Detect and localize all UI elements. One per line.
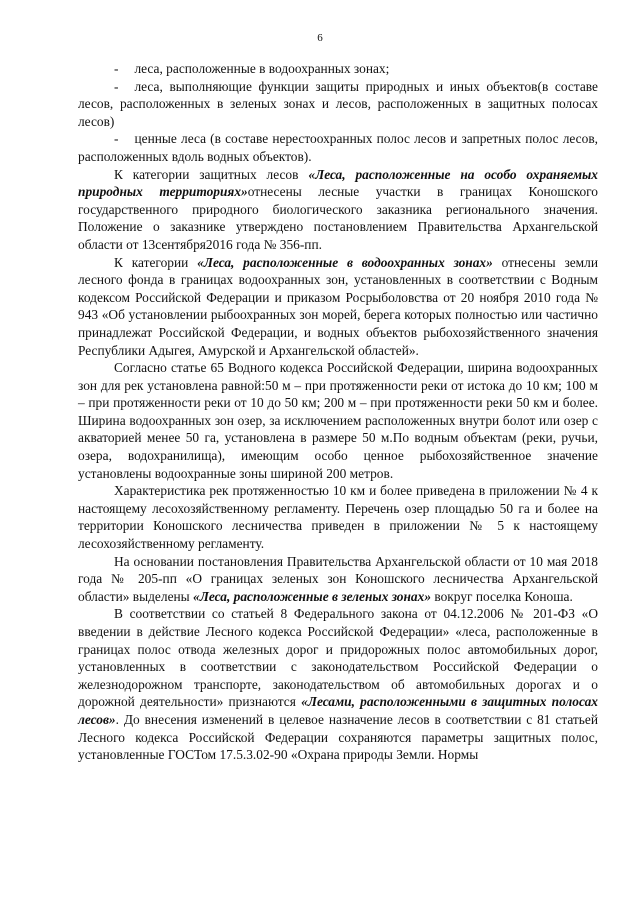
bullet-dash: - bbox=[114, 131, 119, 147]
bullet-text: ценные леса (в составе нерестоохранных полос лесов и запретных полос лесов, расположенных вдоль водных объектов). bbox=[78, 131, 598, 164]
paragraph-green-zones bbox=[78, 553, 598, 606]
paragraph-water-protection-zones bbox=[78, 254, 598, 360]
bullet-text: леса, выполняющие функции защиты природных и иных объектов(в составе лесов, расположенных в зеленых зонах и лесов, расположенных в защитных полосах лесов) bbox=[78, 78, 598, 129]
bullet-dash: - bbox=[114, 78, 119, 94]
paragraph-text: отнесены земли лесного фонда в границах водоохранных зон, установленных в соответствии с Водным кодексом Российской Федерации и приказом Росрыболовства от 20 ноября 2010 года № 943 «Об установлении рыбоохранных зон морей, берега которых полностью или частично принадлежат Российской Федерации, и водных объектов рыбохозяйственного значения Республики Адыгея, Амурской и Архангельской областей». bbox=[78, 254, 598, 358]
category-emphasis: «Лесами, расположенными в защитных полосах лесов» bbox=[78, 694, 598, 727]
paragraph-text: . До внесения изменений в целевое назначение лесов в соответствии с 81 статьей Лесного кодекса Российской Федерации сохраняются параметры защитных полос, установленные ГОСТом 17.5.3.02-90 «Охрана природы Земли. Нормы bbox=[78, 711, 598, 763]
paragraph-water-code: Согласно статье 65 Водного кодекса Российской Федерации, ширина водоохранных зон для рек установлена равной:50 м – при протяженности реки от истока до 10 км; 100 м – при протяженности реки от 10 до 50 км; 200 м – при протяженности реки 50 км и более. Ширина водоохранных зон озер, за исключением расположенных внутри болот или озер с акваторией менее 50 га, установлена в размере 50 м.По водным объектам (реки, ручьи, озера, водохранилища), имеющим особо ценное рыбохозяйственное значение установлены водоохранные зоны шириной 200 метров. bbox=[78, 360, 598, 481]
paragraph-text: К категории защитных лесов bbox=[114, 166, 309, 182]
bullet-text: леса, расположенные в водоохранных зонах; bbox=[134, 61, 390, 76]
category-emphasis: «Леса, расположенные на особо охраняемых природных территориях» bbox=[78, 166, 598, 200]
paragraph-rivers-appendix: Характеристика рек протяженностью 10 км и более приведена в приложении № 4 к настоящему лесохозяйственному регламенту. Перечень озер площадью 50 га и более на территории Коношского лесничества приведен в приложении № 5 к настоящему лесохозяйственному регламенту. bbox=[78, 483, 598, 552]
page-number: 6 bbox=[317, 32, 323, 44]
paragraph-text: В соответствии со статьей 8 Федерального закона от 04.12.2006 № 201-ФЗ «О введении в действие Лесного кодекса Российской Федерации» «леса, расположенные в границах полос отвода железных дорог и придорожных полос автомобильных дорог, установленных в соответствии с законодательством Российской Федерации о железнодорожном транспорте, законодательством об автомобильных дорогах и о дорожной деятельности» признаются bbox=[78, 606, 598, 710]
bullet-item bbox=[78, 130, 598, 165]
paragraph-protected-territories bbox=[78, 166, 598, 254]
paragraph-text: вокруг поселка Коноша. bbox=[431, 588, 573, 604]
document-body bbox=[78, 60, 598, 764]
category-emphasis: «Леса, расположенные в водоохранных зонах» bbox=[197, 254, 493, 270]
paragraph-text: отнесены лесные участки в границах Коношского государственного природного биологического заказника регионального значения. Положение о заказнике утверждено постановлением Правительства Архангельской области от 13сентября2016 года № 356-пп. bbox=[78, 184, 599, 252]
bullet-item bbox=[78, 78, 598, 131]
category-emphasis: «Леса, расположенные в зеленых зонах» bbox=[193, 588, 432, 604]
paragraph-text: На основании постановления Правительства Архангельской области от 10 мая 2018 года № 205-пп «О границах зеленых зон Коношского лесничества Архангельской области» выделены bbox=[78, 553, 598, 604]
paragraph-text: К категории bbox=[114, 254, 198, 270]
bullet-dash: - bbox=[114, 61, 119, 76]
bullet-item bbox=[78, 60, 598, 78]
paragraph-protective-strips bbox=[78, 605, 598, 763]
